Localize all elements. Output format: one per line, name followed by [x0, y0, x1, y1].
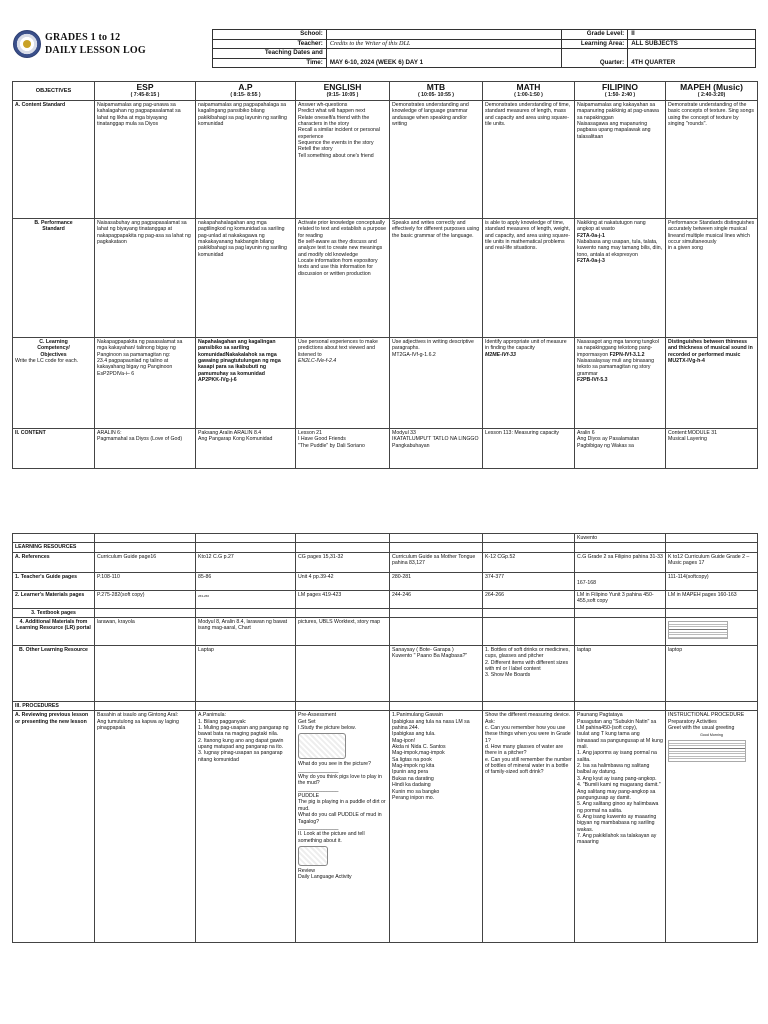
grade-value: II [628, 30, 756, 40]
other-resource-cell [95, 646, 196, 702]
competency-cell-mapeh: Distinguishes between thinness and thickness of musical sound in recorded or performed music MU2TX-IVg-h-4 [666, 337, 758, 428]
performance-standard-cell [575, 218, 666, 337]
reviewing-cell-math: Show the different measuring device. Ask: c. Can you remember how you use these things when you were in Grade 1? d. How many glasses of water are there in a pitcher? e. Can you still remember the number of bottles of mineral water in a bottle of family-sized soft drink? [483, 711, 575, 943]
subject-header: FILIPINO [575, 82, 666, 93]
school-value [326, 30, 562, 40]
content-standard-cell: Answer wh-questions Predict what will happen next Relate oneself/a friend with the characters in the story Recall a similar incident or personal experience Sequence the events in the story Retell the story Tell something about one's friend [296, 100, 390, 218]
title-line-1: GRADES 1 to 12 [45, 32, 121, 43]
learners-materials-cell: 264-266 [483, 590, 575, 608]
additional-cell [390, 618, 483, 646]
teacher-value: Credits to the Writer of this DLL [326, 39, 562, 49]
dates-label-2: Time: [213, 58, 327, 68]
subject-header: MTB [390, 82, 483, 93]
teachers-guide-cell: P.108-110 [95, 572, 196, 590]
learners-materials-cell: P.275-282(soft copy) [95, 590, 196, 608]
content-cell: Modyul 33 IKATATLUMPU'T TATLO NA LINGGO Pangkabuhayan [390, 428, 483, 468]
content-standard-cell: Naipamamalas ang kakayahan sa mapanuring pakikinig at pag-unawa sa napakinggan Naisasagawa ang mapanuring pagbasa upang mapalawak ang talasalitaan [575, 100, 666, 218]
other-resource-cell: Sanaysay ( Bote- Garapa ) Kuwento " Paano Ba Magbasa?" [390, 646, 483, 702]
additional-cell-mapeh [666, 618, 758, 646]
subject-time: (9:15- 10:05 ) [296, 92, 390, 100]
content-standard-cell: Demonstrates understanding and knowledge of language grammar andusage when speaking and/or writing [390, 100, 483, 218]
good-morning-sheet-music-image [668, 740, 746, 762]
content-cell: Aralin 6 Ang Diyos ay Pasalamatan Pagbibigay ng Wakas sa [575, 428, 666, 468]
additional-cell: pictures, UBLS Worktext, story map [296, 618, 390, 646]
subject-header: ESP [95, 82, 196, 93]
pig-puddle-image [298, 733, 346, 759]
content-cont-cell: Kuwento [575, 534, 666, 543]
objectives-label: OBJECTIVES [13, 82, 95, 101]
performance-standard-label: B. Performance Standard [13, 218, 95, 337]
teachers-guide-label: 1. Teacher's Guide pages [13, 572, 95, 590]
content-cell: ARALIN 6: Pagmamahal sa Diyos (Love of God) [95, 428, 196, 468]
textbook-label: 3. Textbook pages [13, 608, 95, 617]
subject-time: ( 7:45-8:15 ) [95, 92, 196, 100]
competency-code: F2TA-0a-j-3 [577, 257, 605, 264]
area-value: ALL SUBJECTS [628, 39, 756, 49]
quarter-value: 4TH QUARTER [628, 58, 756, 68]
standard-text: Nakiking at nakatutugon nang angkop at wasto [577, 219, 646, 233]
competency-cell-filipino: Nasasagot ang mga tanong tungkol sa napakinggang tekstong pang-impormasyon F2PN-IVf-3.1.2 Naisasalaysay muli ang binasang teksto sa pamamagitan ng story grammar F2PB-IVf-5.3 [575, 337, 666, 428]
reviewing-cell-mapeh: INSTRUCTIONAL PROCEDURE Preparatory Activities Greet with the usual greeting Good Morning [666, 711, 758, 943]
grade-label: Grade Level: [562, 30, 628, 40]
other-resource-cell: laptap [575, 646, 666, 702]
procedures-label: III. PROCEDURES [13, 702, 95, 711]
textbook-cell [666, 608, 758, 617]
references-cell: K to12 Curriculum Guide Grade 2 – Music pages 17 [666, 552, 758, 572]
teachers-guide-cell: 111-114(softcopy) [666, 572, 758, 590]
deped-seal-icon [13, 30, 41, 58]
other-resource-label: B. Other Learning Resource [13, 646, 95, 702]
content-cell: Lesson 21 I Have Good Friends "The Puddle" by Dali Soriano [296, 428, 390, 468]
textbook-cell [95, 608, 196, 617]
standard-text: Nababasa ang usapan, tula, talata, kuwento nang may tamang bilis, diin, tono, antala at ekspresyon [577, 238, 663, 258]
references-cell: Curriculum Guide sa Mother Tongue pahina 83,127 [390, 552, 483, 572]
content-label: II. CONTENT [13, 428, 95, 468]
content-standard-cell: Demonstrate understanding of the basic concepts of texture. Sing songs using the concept of texture by singing "rounds". [666, 100, 758, 218]
subject-header: ENGLISH [296, 82, 390, 93]
content-standard-cell: naipamamalas ang pagpapahalaga sa kagalingang pansibiko bilang pakikibahagi sa pag layunin ng sariling komunidad [196, 100, 296, 218]
other-resource-cell: 1. Bottles of soft drinks or medicines, cups, glasses and pitcher 2. Different items with different sizes with ml or l label content 3. Show Me Boards [483, 646, 575, 702]
teacher-label: Teacher: [213, 39, 327, 49]
teachers-guide-cell: 374-377 [483, 572, 575, 590]
resources-table [12, 533, 758, 943]
subject-time: ( 1:00-1:50 ) [483, 92, 575, 100]
reviewing-cell-filipino: Paunang Pagtataya Pasagutan ang "Subukin Natin" sa LM pahina450-(soft copy), Isulat ang T kung tama ang isinasaad sa pangungusap at M kung mali. 1. Ang japorms ay isang pormal na salita. 2. Isa sa halimbawa ng salitang balbal ay datung. 3. Ang kyut ay isang pang-angkop. 4. "Bumili kami ng magarang damit." Ang salitang may pang-angkop sa pangungusap ay damit. 5. Ang salitang ginoo ay halimbawa ng pormal na salita. 6. Ang isang kuwento ay maaaring bigyan ng mambabasa ng sariling wakas. 7. Ang pakikilahok sa talakayan ay maaaring [575, 711, 666, 943]
references-cell: Curriculum Guide page16 [95, 552, 196, 572]
content-cont-cell [390, 534, 483, 543]
content-cont-cell [296, 534, 390, 543]
performance-standard-cell: Activate prior knowledge conceptually related to text and establish a purpose for reading Be self-aware as they discuss and analyze text to create new meanings and modify old knowledge Locate information from expository texts and use this information for discussion or written production [296, 218, 390, 337]
other-resource-cell: laptop [666, 646, 758, 702]
content-cell: Content:MODULE 31 Musical Layering [666, 428, 758, 468]
quarter-label: Quarter: [562, 58, 628, 68]
content-standard-cell: Demonstrates understanding of time, standard measures of length, mass and capacity and area using square-tile units. [483, 100, 575, 218]
subject-header: MAPEH (Music) [666, 82, 758, 93]
competency-label: C. Learning Competency/ Objectives Write the LC code for each. [13, 337, 95, 428]
learners-materials-cell: 263-266 [196, 590, 296, 608]
textbook-cell [296, 608, 390, 617]
dates-label-1: Teaching Dates and [213, 49, 327, 59]
teachers-guide-cell: Unit 4 pp.39-42 [296, 572, 390, 590]
song-title: Good Morning [700, 733, 723, 738]
other-resource-cell: Laptap [196, 646, 296, 702]
subject-time: ( 10:05- 10:55 ) [390, 92, 483, 100]
references-label: A. References [13, 552, 95, 572]
learners-materials-cell: LM in Filipino Yunit 3 pahina 450-455,soft copy [575, 590, 666, 608]
competency-cell-esp: Nakapagpapakita ng pasasalamat sa mga kakayahan/ talinong bigay ng Panginoon sa pamamagitan ng: 23.4 pagpapaunlad ng talino at kakayahang bigay ng Panginoon EsP2PDIVa-i– 6 [95, 337, 196, 428]
performance-standard-cell: nakapahahalagahan ang mga pagtilingkod ng komunidad sa sariling pag-unlad at nakakagawa ng makakayanang hakbangin bilang pakikibahagi sa pag layunin ng sariling komunidad [196, 218, 296, 337]
reviewing-cell-ap: A.Panimula: 1. Bilang pagganyak: 1. Muling pag-usapan ang pangarap ng bawat bata na maging pagtaki nila. 2. Itanong kung ano ang dapat gawin upang matupad ang pangarap na ito. 3. Iugnay pinag-usapan sa pangarap nitang komunidad [196, 711, 296, 943]
other-resource-cell [296, 646, 390, 702]
learners-materials-cell: 244-246 [390, 590, 483, 608]
additional-cell [575, 618, 666, 646]
content-cell: Lesson 113: Measuring capacity [483, 428, 575, 468]
additional-cell [483, 618, 575, 646]
performance-standard-cell: Naisasabuhay ang pagpapasalamat sa lahat ng biyayang tinatanggap at nakapagpapakita ng pag-asa sa lahat ng pagkakataon [95, 218, 196, 337]
performance-standard-cell: is able to apply knowledge of time, standard measures of length, weight, and capacity, and area using square-tile units in mathematical problems and real-life situations. [483, 218, 575, 337]
area-label: Learning Area: [562, 39, 628, 49]
subject-time: ( 8:15- 8:55 ) [196, 92, 296, 100]
additional-materials-label: 4. Additional Materials from Learning Resource (LR) portal [13, 618, 95, 646]
content-cont-cell [95, 534, 196, 543]
competency-cell-ap: Napahalagahan ang kagalingan pansibiko sa sariling komunidadNakakalahok sa mga gawaing pinagtutulungan ng mga kasapi para sa ikabubuti ng pamumuhay sa komunidad AP2PKK-IVg-j-6 [196, 337, 296, 428]
competency-cell-math: Identify appropriate unit of measure in finding the capacity M2ME-IVf-33 [483, 337, 575, 428]
meta-table [212, 29, 756, 68]
content-standard-cell: Naipamamalas ang pag-unawa sa kahalagahan ng pagpapasalamat sa lahat ng likha at mga biyayang tinatanggap mula sa Diyos [95, 100, 196, 218]
learners-materials-cell: LM pages 419-423 [296, 590, 390, 608]
learning-resources-label: LEARNING RESOURCES [13, 543, 95, 552]
content-standard-label: A. Content Standard [13, 100, 95, 218]
sketch-image [298, 846, 328, 866]
reviewing-label: A. Reviewing previous lesson or presenting the new lesson [13, 711, 95, 943]
additional-cell: Modyul 8, Aralin 8.4, larawan ng bawat isang mag-aaral, Chart [196, 618, 296, 646]
subject-time: ( 1:50- 2:40 ) [575, 92, 666, 100]
performance-standard-cell: Speaks and writes correctly and effectively for different purposes using the basic grammar of the language. [390, 218, 483, 337]
competency-cell-mtb: Use adjectives in writing descriptive paragraphs. MT2GA-IVf-g-1.6.2 [390, 337, 483, 428]
textbook-cell [483, 608, 575, 617]
learners-materials-label: 2. Learner's Materials pages [13, 590, 95, 608]
learners-materials-cell: LM in MAPEH pages 160-163 [666, 590, 758, 608]
competency-code: F2TA-0a-j-1 [577, 232, 605, 239]
textbook-cell [390, 608, 483, 617]
references-cell: C.G Grade 2 sa Filipino pahina 31-33 [575, 552, 666, 572]
content-cont-cell [666, 534, 758, 543]
textbook-cell [196, 608, 296, 617]
references-cell: K-12 CGp.52 [483, 552, 575, 572]
performance-standard-cell: Performance Standards distinguishes accurately between single musical lineand multiple musical lines which occur simultaneously in a given song [666, 218, 758, 337]
content-cont-cell [483, 534, 575, 543]
staff-notation-image [668, 621, 728, 639]
reviewing-cell-esp: Basahin at isaulo ang Gintong Aral: Ang tumutulong sa kapwa ay laging pinagpapala [95, 711, 196, 943]
dates-value: MAY 6-10, 2024 (WEEK 6) DAY 1 [326, 58, 562, 68]
teachers-guide-cell: 85-86 [196, 572, 296, 590]
competency-cell-english: Use personal experiences to make predictions about text viewed and listened to EN2LC-IVe-f-2.4 [296, 337, 390, 428]
references-cell: CG pages 15,31-32 [296, 552, 390, 572]
teachers-guide-cell: 167-168 [575, 572, 666, 590]
header [12, 27, 756, 73]
textbook-cell [575, 608, 666, 617]
reviewing-cell-english: Pre-Assessment Get Set I.Study the picture below. What do you see in the picture? ______________ Why do you think pigs love to play in the mud? ______________ PUDDLE The pig is playing in a puddle of dirt or mud. What do you call PUDDLE of mud in Tagalog? ______________ II. Look at the picture and tell something about it. Review Daily Language Activity [296, 711, 390, 943]
reviewing-cell-mtb: 1.Panimulang Gawain Ipabigkas ang tula na nasa LM sa pahina 244. Ipabigkas ang tula. Mag-ipon! Akda ni Nida C. Santos Mag-impok,mag-impok Sa ligtas na pook Mag-impok ng kita Ipunin ang pera Bukas na darating Hindi ka dadaing Kunin mo sa bangko Perang inipon mo. [390, 711, 483, 943]
content-cell: Paksang Aralin ARALIN 8.4 Ang Pangarap Kong Komunidad [196, 428, 296, 468]
subject-header: MATH [483, 82, 575, 93]
subject-time: ( 2:40-3:20) [666, 92, 758, 100]
title-line-2: DAILY LESSON LOG [45, 45, 146, 56]
teachers-guide-cell: 280-281 [390, 572, 483, 590]
subject-header: A.P [196, 82, 296, 93]
references-cell: Kto12 C.G p.27 [196, 552, 296, 572]
content-cont-cell [196, 534, 296, 543]
additional-cell: larawan, krayola [95, 618, 196, 646]
objectives-table [12, 81, 758, 469]
school-label: School: [213, 30, 327, 40]
